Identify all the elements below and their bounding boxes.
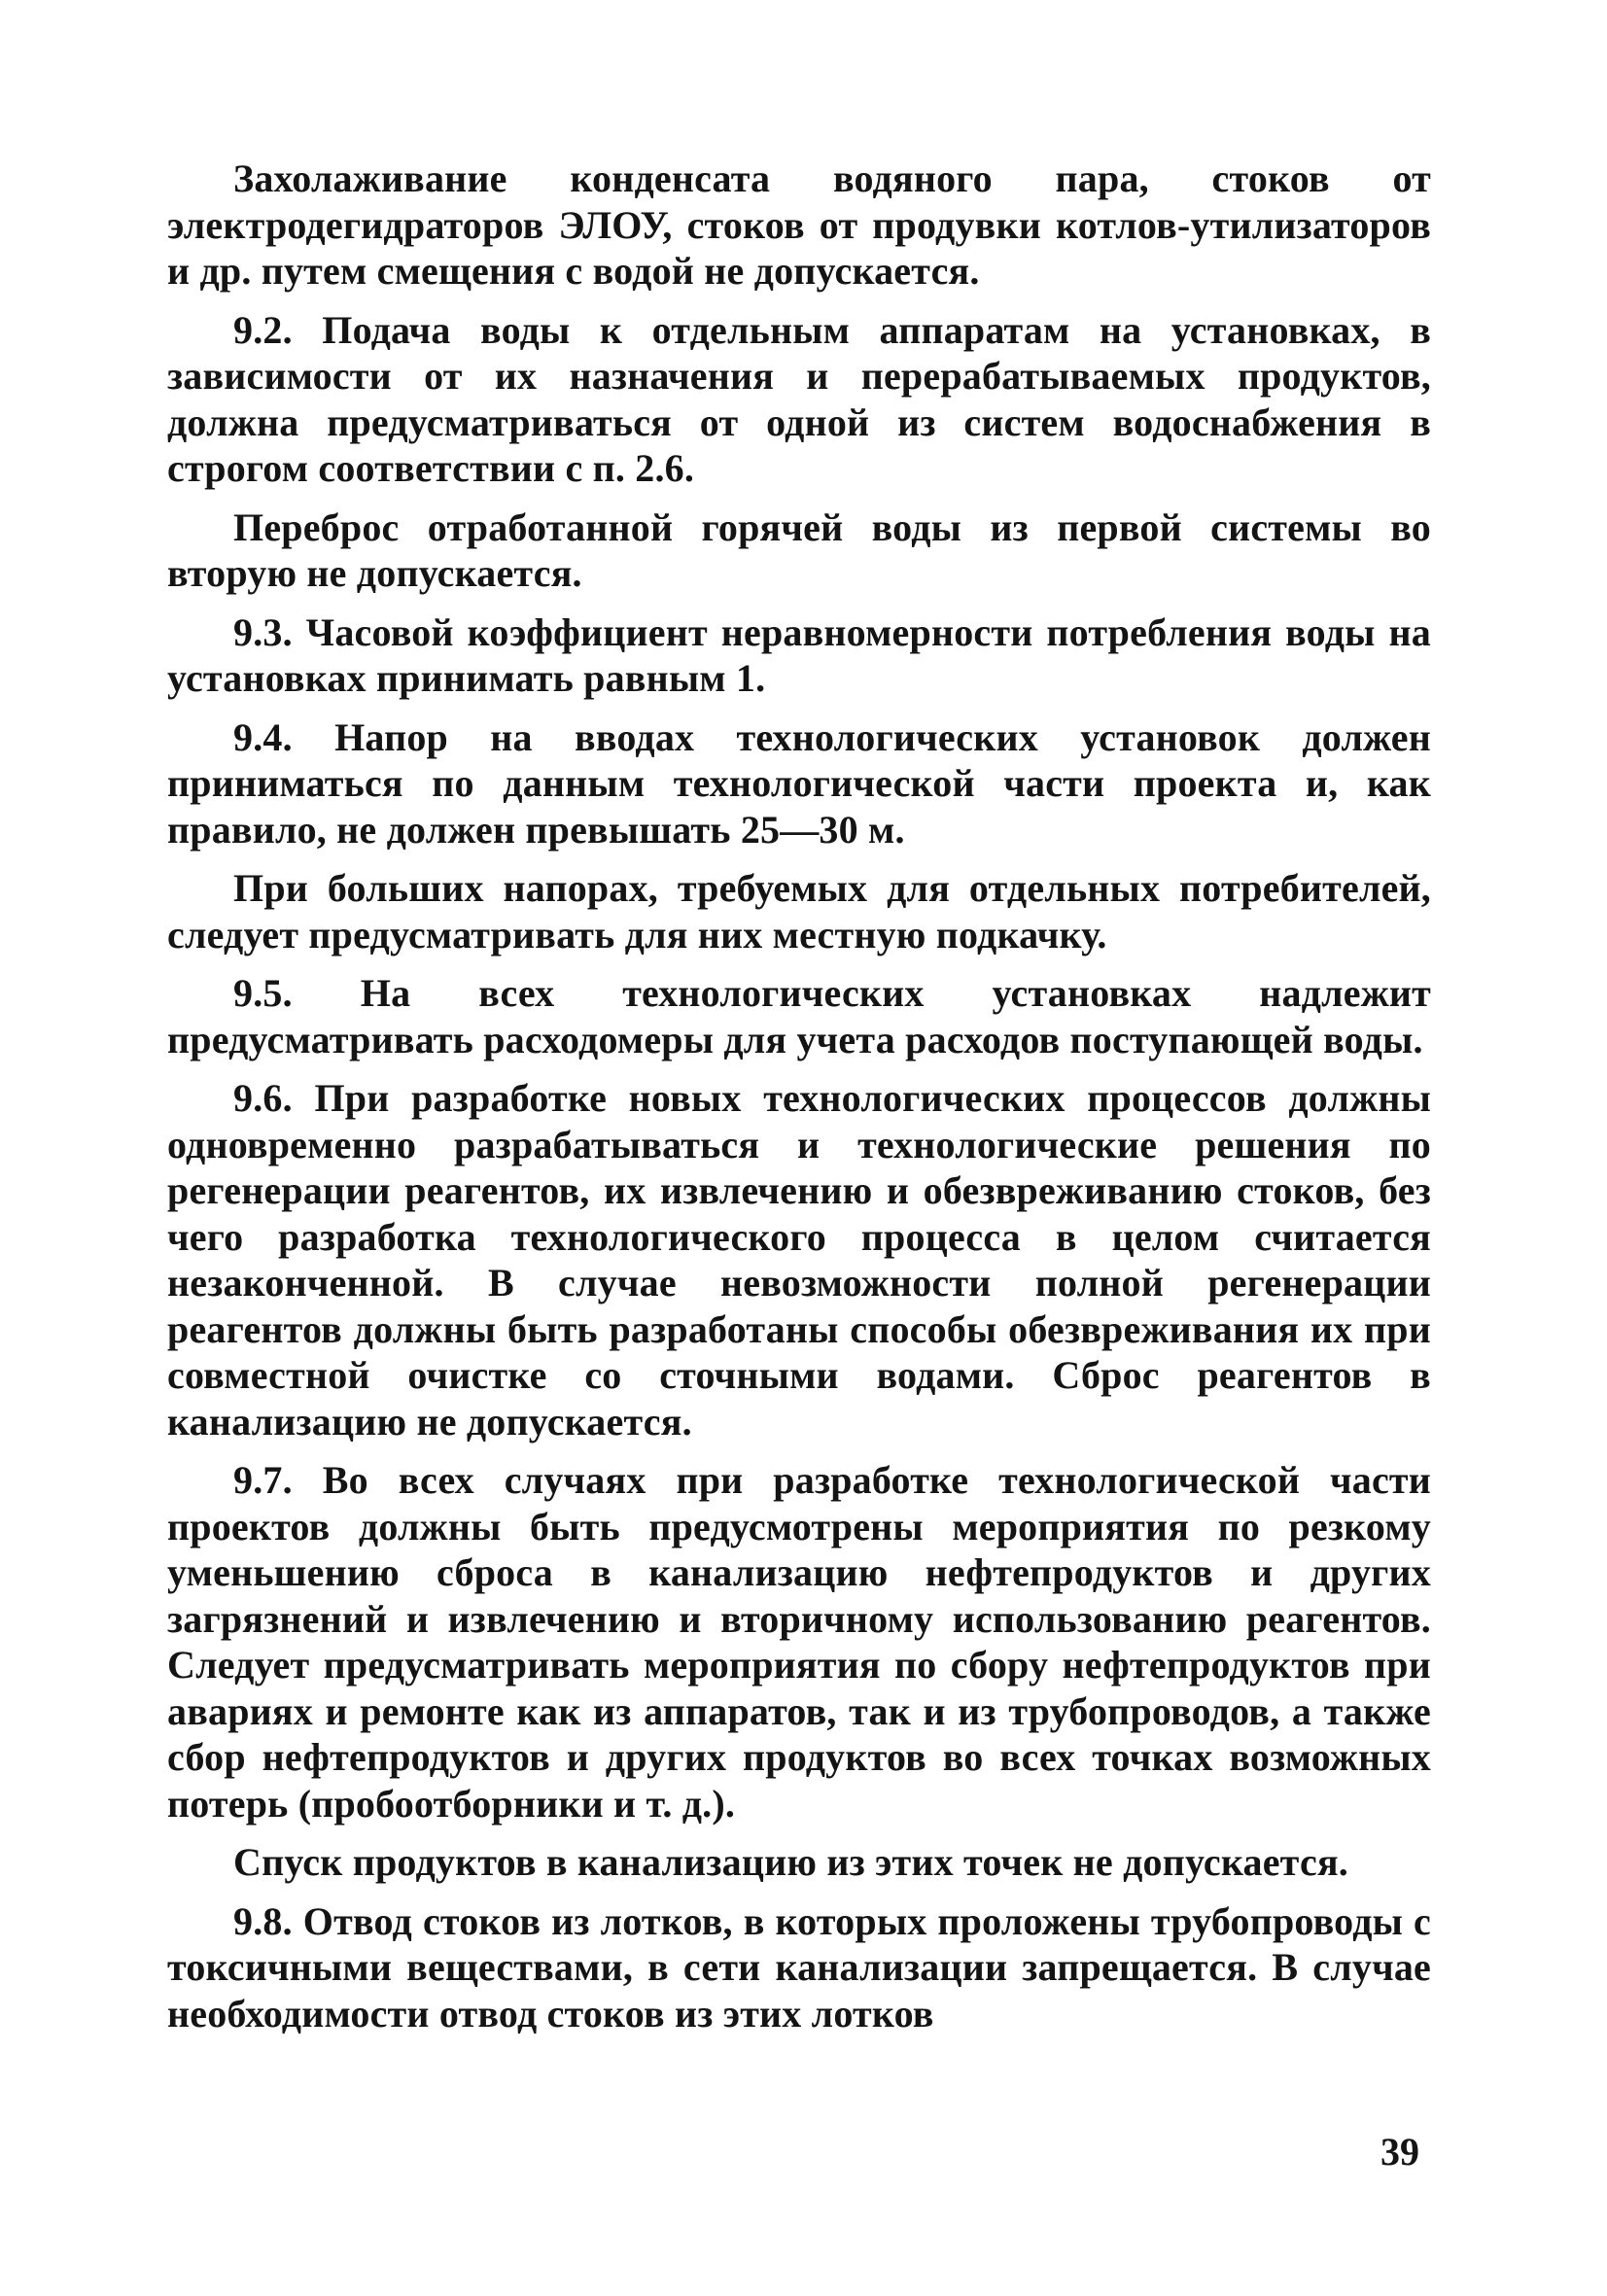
paragraph-intro bbox=[167, 156, 1431, 295]
paragraph-9-8 bbox=[167, 1898, 1431, 2037]
paragraph-number: 9.6. bbox=[233, 1076, 293, 1120]
paragraph-9-4 bbox=[167, 714, 1431, 853]
paragraph-text: Переброс отработанной горячей воды из первой системы во вторую не допускается. bbox=[167, 504, 1431, 595]
paragraph-9-2 bbox=[167, 307, 1431, 492]
paragraph-9-6 bbox=[167, 1075, 1431, 1444]
paragraph-text: Напор на вводах технологических установок должен приниматься по данным технологической части проекта и, как правило, не должен превышать 25—30 м. bbox=[167, 714, 1431, 852]
paragraph-text: Спуск продуктов в канализацию из этих точек не допускается. bbox=[233, 1840, 1348, 1884]
paragraph-text: Захолаживание конденсата водяного пара, стоков от электродегидраторов ЭЛОУ, стоков от продувки котлов-утилизаторов и др. путем смещения с водой не допускается. bbox=[167, 157, 1431, 293]
paragraph-9-5 bbox=[167, 970, 1431, 1062]
paragraph-text: При больших напорах, требуемых для отдельных потребителей, следует предусматривать для них местную подкачку. bbox=[167, 866, 1431, 957]
paragraph-number: 9.4. bbox=[233, 714, 293, 759]
paragraph-text: Подача воды к отдельным аппаратам на установках, в зависимости от их назначения и перерабатываемых продуктов, должна предусматриваться от одной из систем водоснабжения в строгом соответствии с п. 2.6. bbox=[167, 307, 1431, 490]
paragraph-number: 9.7. bbox=[233, 1458, 293, 1502]
paragraph-9-7 bbox=[167, 1457, 1431, 1826]
paragraph-9-4-note bbox=[167, 865, 1431, 957]
paragraph-number: 9.8. bbox=[233, 1898, 293, 1943]
page-number: 39 bbox=[1380, 2130, 1419, 2174]
document-body bbox=[167, 156, 1431, 2036]
paragraph-number: 9.5. bbox=[233, 971, 293, 1015]
paragraph-9-3 bbox=[167, 609, 1431, 702]
paragraph-text: Часовой коэффициент неравномерности потребления воды на установках принимать равным 1. bbox=[167, 609, 1431, 700]
paragraph-text: Во всех случаях при разработке технологической части проектов должны быть предусмотрены мероприятия по резкому уменьшению сброса в канализацию нефтепродуктов и других загрязнений и извлечению и вторичному использованию реагентов. Следует предусматривать мероприятия по сбору нефтепродуктов при авариях и ремонте как из аппаратов, так и из трубопроводов, а также сбор нефтепродуктов и других продуктов во всех точках возможных потерь (пробоотборники и т. д.). bbox=[167, 1458, 1431, 1826]
paragraph-number: 9.2. bbox=[233, 307, 293, 352]
paragraph-text: На всех технологических установках надлежит предусматривать расходомеры для учета расходов поступающей воды. bbox=[167, 971, 1431, 1061]
paragraph-text: При разработке новых технологических процессов должны одновременно разрабатываться и технологические решения по регенерации реагентов, их извлечению и обезвреживанию стоков, без чего разработка технологического процесса в целом считается незаконченной. В случае невозможности полной регенерации реагентов должны быть разработаны способы обезвреживания их при совместной очистке со сточными водами. Сброс реагентов в канализацию не допускается. bbox=[167, 1076, 1432, 1444]
paragraph-text: Отвод стоков из лотков, в которых проложены трубопроводы с токсичными веществами, в сети канализации запрещается. В случае необходимости отвод стоков из этих лотков bbox=[167, 1898, 1432, 2035]
paragraph-number: 9.3. bbox=[233, 609, 293, 654]
paragraph-9-7-note bbox=[167, 1839, 1431, 1886]
paragraph-9-2-note bbox=[167, 504, 1431, 597]
